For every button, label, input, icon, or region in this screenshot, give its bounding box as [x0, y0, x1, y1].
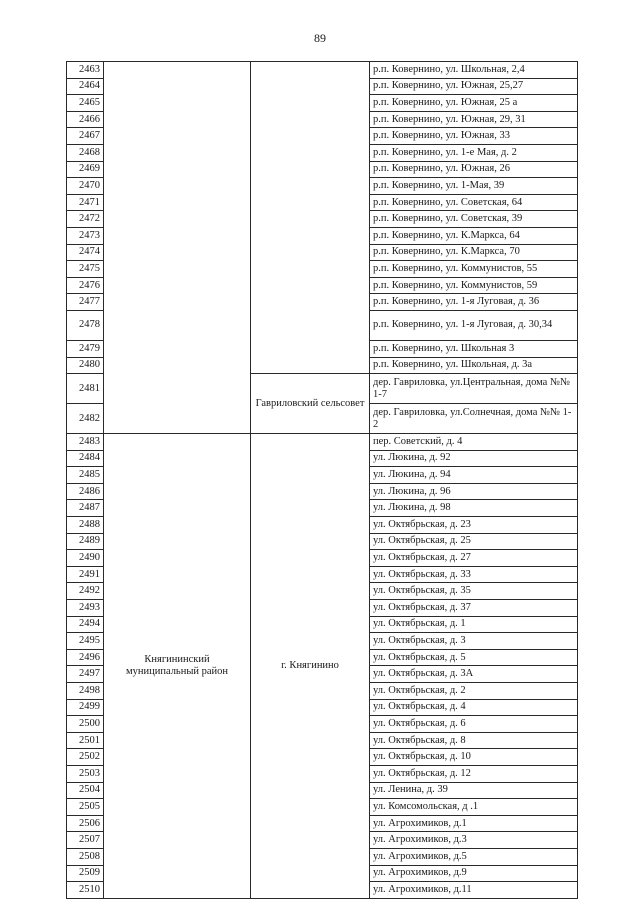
- row-number: 2492: [67, 583, 104, 600]
- row-number: 2480: [67, 357, 104, 374]
- address-cell: ул. Агрохимиков, д.3: [370, 832, 578, 849]
- row-number: 2474: [67, 244, 104, 261]
- row-number: 2500: [67, 716, 104, 733]
- row-number: 2472: [67, 211, 104, 228]
- row-number: 2482: [67, 404, 104, 434]
- row-number: 2487: [67, 500, 104, 517]
- address-cell: ул. Агрохимиков, д.1: [370, 815, 578, 832]
- row-number: 2503: [67, 765, 104, 782]
- row-number: 2497: [67, 666, 104, 683]
- address-cell: ул. Октябрьская, д. 1: [370, 616, 578, 633]
- address-cell: ул. Октябрьская, д. 3А: [370, 666, 578, 683]
- row-number: 2488: [67, 517, 104, 534]
- row-number: 2465: [67, 95, 104, 112]
- page-number: 89: [314, 31, 326, 45]
- row-number: 2495: [67, 633, 104, 650]
- address-cell: р.п. Ковернино, ул. Южная, 26: [370, 161, 578, 178]
- row-number: 2501: [67, 732, 104, 749]
- address-cell: р.п. Ковернино, ул. 1-я Луговая, д. 30,34: [370, 310, 578, 340]
- row-number: 2476: [67, 277, 104, 294]
- row-number: 2491: [67, 566, 104, 583]
- district-cell: [104, 62, 251, 434]
- row-number: 2494: [67, 616, 104, 633]
- row-number: 2493: [67, 600, 104, 617]
- row-number: 2502: [67, 749, 104, 766]
- row-number: 2506: [67, 815, 104, 832]
- address-cell: ул. Октябрьская, д. 37: [370, 600, 578, 617]
- address-cell: ул. Люкина, д. 94: [370, 467, 578, 484]
- address-cell: ул. Октябрьская, д. 23: [370, 517, 578, 534]
- address-cell: ул. Октябрьская, д. 27: [370, 550, 578, 567]
- settlement-cell: [251, 62, 370, 374]
- row-number: 2471: [67, 194, 104, 211]
- address-cell: дер. Гавриловка, ул.Центральная, дома №№ 1-7: [370, 374, 578, 404]
- address-cell: р.п. Ковернино, ул. Школьная 3: [370, 340, 578, 357]
- row-number: 2486: [67, 483, 104, 500]
- address-cell: ул. Октябрьская, д. 10: [370, 749, 578, 766]
- row-number: 2499: [67, 699, 104, 716]
- row-number: 2467: [67, 128, 104, 145]
- row-number: 2470: [67, 178, 104, 195]
- row-number: 2508: [67, 848, 104, 865]
- row-number: 2483: [67, 434, 104, 451]
- address-cell: р.п. Ковернино, ул. Советская, 64: [370, 194, 578, 211]
- settlement-cell: г. Княгинино: [251, 434, 370, 899]
- address-cell: ул. Ленина, д. 39: [370, 782, 578, 799]
- row-number: 2496: [67, 649, 104, 666]
- address-cell: ул. Люкина, д. 92: [370, 450, 578, 467]
- row-number: 2507: [67, 832, 104, 849]
- row-number: 2510: [67, 882, 104, 899]
- address-cell: ул. Агрохимиков, д.5: [370, 848, 578, 865]
- row-number: 2479: [67, 340, 104, 357]
- address-cell: ул. Агрохимиков, д.11: [370, 882, 578, 899]
- address-cell: дер. Гавриловка, ул.Солнечная, дома №№ 1-2: [370, 404, 578, 434]
- address-cell: ул. Октябрьская, д. 3: [370, 633, 578, 650]
- row-number: 2477: [67, 294, 104, 311]
- address-cell: р.п. Ковернино, ул. Южная, 33: [370, 128, 578, 145]
- address-cell: ул. Октябрьская, д. 35: [370, 583, 578, 600]
- row-number: 2466: [67, 111, 104, 128]
- address-cell: р.п. Ковернино, ул. К.Маркса, 70: [370, 244, 578, 261]
- address-cell: р.п. Ковернино, ул. Коммунистов, 55: [370, 261, 578, 278]
- address-cell: ул. Октябрьская, д. 5: [370, 649, 578, 666]
- address-table: [66, 61, 578, 899]
- row-number: 2498: [67, 683, 104, 700]
- table-body: [67, 62, 578, 899]
- row-number: 2485: [67, 467, 104, 484]
- row-number: 2504: [67, 782, 104, 799]
- district-cell: Княгининский муниципальный район: [104, 434, 251, 899]
- table-row: [67, 62, 578, 79]
- settlement-cell: Гавриловский сельсовет: [251, 374, 370, 434]
- row-number: 2481: [67, 374, 104, 404]
- row-number: 2475: [67, 261, 104, 278]
- address-cell: ул. Октябрьская, д. 12: [370, 765, 578, 782]
- address-cell: ул. Люкина, д. 96: [370, 483, 578, 500]
- address-cell: пер. Советский, д. 4: [370, 434, 578, 451]
- row-number: 2468: [67, 144, 104, 161]
- row-number: 2490: [67, 550, 104, 567]
- address-cell: р.п. Ковернино, ул. Южная, 25 а: [370, 95, 578, 112]
- address-cell: р.п. Ковернино, ул. К.Маркса, 64: [370, 227, 578, 244]
- row-number: 2464: [67, 78, 104, 95]
- row-number: 2509: [67, 865, 104, 882]
- row-number: 2478: [67, 310, 104, 340]
- address-cell: р.п. Ковернино, ул. Южная, 25,27: [370, 78, 578, 95]
- row-number: 2473: [67, 227, 104, 244]
- address-cell: ул. Октябрьская, д. 25: [370, 533, 578, 550]
- address-cell: ул. Люкина, д. 98: [370, 500, 578, 517]
- address-cell: ул. Октябрьская, д. 2: [370, 683, 578, 700]
- address-cell: р.п. Ковернино, ул. 1-я Луговая, д. 36: [370, 294, 578, 311]
- address-cell: ул. Октябрьская, д. 4: [370, 699, 578, 716]
- address-cell: р.п. Ковернино, ул. Коммунистов, 59: [370, 277, 578, 294]
- row-number: 2489: [67, 533, 104, 550]
- address-cell: р.п. Ковернино, ул. Советская, 39: [370, 211, 578, 228]
- address-cell: р.п. Ковернино, ул. 1-Мая, 39: [370, 178, 578, 195]
- row-number: 2484: [67, 450, 104, 467]
- table-row: [67, 434, 578, 451]
- row-number: 2505: [67, 799, 104, 816]
- row-number: 2463: [67, 62, 104, 79]
- row-number: 2469: [67, 161, 104, 178]
- address-cell: р.п. Ковернино, ул. Школьная, д. 3а: [370, 357, 578, 374]
- address-cell: р.п. Ковернино, ул. 1-е Мая, д. 2: [370, 144, 578, 161]
- address-cell: р.п. Ковернино, ул. Школьная, 2,4: [370, 62, 578, 79]
- address-cell: ул. Октябрьская, д. 6: [370, 716, 578, 733]
- address-cell: р.п. Ковернино, ул. Южная, 29, 31: [370, 111, 578, 128]
- address-cell: ул. Агрохимиков, д.9: [370, 865, 578, 882]
- address-cell: ул. Октябрьская, д. 33: [370, 566, 578, 583]
- address-cell: ул. Октябрьская, д. 8: [370, 732, 578, 749]
- address-cell: ул. Комсомольская, д .1: [370, 799, 578, 816]
